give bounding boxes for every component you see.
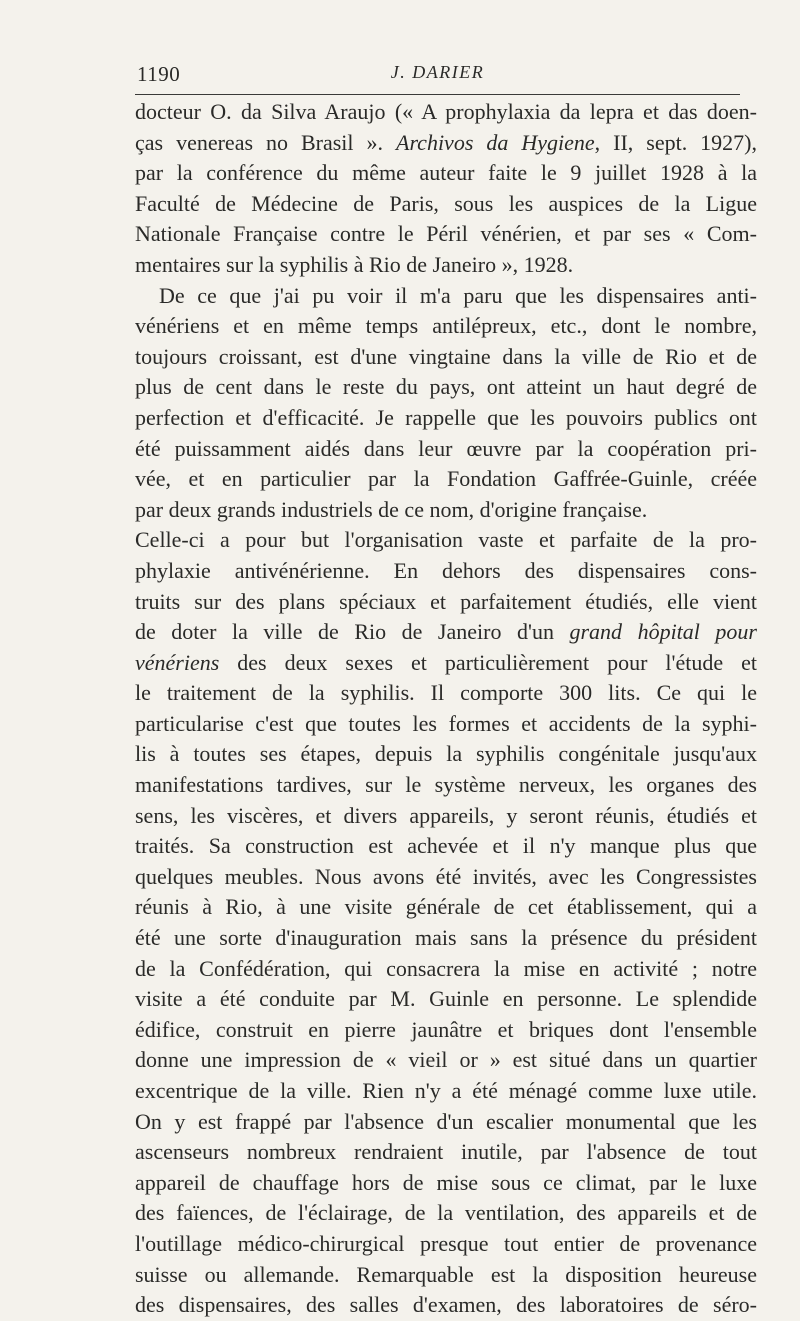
text-line: perfection et d'efficacité. Je rappelle que les pouvoirs publics ont — [135, 404, 757, 430]
text-line: Faculté de Médecine de Paris, sous les auspices de la Ligue — [135, 190, 757, 216]
text-line: mentaires sur la syphilis à Rio de Janeiro », 1928. — [135, 251, 574, 277]
text-line: visite a été conduite par M. Guinle en personne. Le splendide — [135, 986, 757, 1012]
text-line: par la conférence du même auteur faite le 9 juillet 1928 à la — [135, 160, 757, 186]
text-line: On y est frappé par l'absence d'un escalier monumental que les — [135, 1108, 757, 1134]
text-line: plus de cent dans le reste du pays, ont atteint un haut degré de — [135, 374, 757, 400]
text-line: le traitement de la syphilis. Il comporte 300 lits. Ce qui le — [135, 680, 757, 706]
text-line: ascenseurs nombreux rendraient inutile, par l'absence de tout — [135, 1139, 757, 1165]
italic-text: Archivos da Hygiene — [396, 129, 595, 155]
text-line: de la Confédération, qui consacrera la mise en activité ; notre — [135, 955, 757, 981]
text-line: édifice, construit en pierre jaunâtre et briques dont l'ensemble — [135, 1016, 757, 1042]
text-line: donne une impression de « vieil or » est situé dans un quartier — [135, 1047, 757, 1073]
text-line: Nationale Française contre le Péril vénérien, et par ses « Com- — [135, 221, 757, 247]
text-line: quelques meubles. Nous avons été invités, avec les Congressistes — [135, 863, 757, 889]
text-line: vénériens et en même temps antilépreux, etc., dont le nombre, — [135, 313, 757, 339]
text-line: particularise c'est que toutes les formes et accidents de la syphi- — [135, 710, 757, 736]
text-line: été une sorte d'inauguration mais sans la présence du président — [135, 925, 757, 951]
text-line: Celle-ci a pour but l'organisation vaste et parfaite de la pro- — [135, 527, 757, 553]
text-run: des deux sexes et particulièrement pour l'étude et — [219, 649, 757, 675]
text-line: manifestations tardives, sur le système nerveux, les organes des — [135, 772, 757, 798]
text-line — [135, 617, 757, 648]
italic-text: vénériens — [135, 649, 220, 675]
running-head: J. DARIER — [390, 62, 485, 82]
text-line: des dispensaires, des salles d'examen, des laboratoires de séro- — [135, 1292, 757, 1318]
body-text — [135, 97, 757, 1321]
text-line: appareil de chauffage hors de mise sous ce climat, par le luxe — [135, 1169, 757, 1195]
text-line: toujours croissant, est d'une vingtaine dans la ville de Rio et de — [135, 343, 757, 369]
text-line: vée, et en particulier par la Fondation Gaffrée-Guinle, créée — [135, 466, 757, 492]
page-number: 1190 — [137, 62, 181, 86]
header-rule — [135, 94, 740, 95]
text-line: De ce que j'ai pu voir il m'a paru que les dispensaires anti- — [159, 282, 757, 308]
text-run: , II, sept. 1927), — [594, 129, 757, 155]
text-line: été puissamment aidés dans leur œuvre par la coopération pri- — [135, 435, 757, 461]
text-line: lis à toutes ses étapes, depuis la syphilis congénitale jusqu'aux — [135, 741, 757, 767]
text-line — [135, 648, 757, 679]
text-line: des faïences, de l'éclairage, de la ventilation, des appareils et de — [135, 1200, 757, 1226]
italic-text: grand hôpital pour — [569, 619, 757, 645]
text-line: sens, les viscères, et divers appareils, y seront réunis, étudiés et — [135, 802, 757, 828]
text-line: phylaxie antivénérienne. En dehors des dispensaires cons- — [135, 557, 757, 583]
text-line: truits sur des plans spéciaux et parfaitement étudiés, elle vient — [135, 588, 757, 614]
text-line: par deux grands industriels de ce nom, d'origine française. — [135, 496, 648, 522]
text-run: de doter la ville de Rio de Janeiro d'un — [135, 619, 570, 645]
text-line: suisse ou allemande. Remarquable est la disposition heureuse — [135, 1261, 757, 1287]
page-header — [135, 60, 740, 90]
text-line — [135, 128, 757, 159]
text-run: ças venereas no Brasil ». — [135, 129, 396, 155]
text-line: l'outillage médico-chirurgical presque tout entier de provenance — [135, 1230, 757, 1256]
text-line: excentrique de la ville. Rien n'y a été ménagé comme luxe utile. — [135, 1078, 757, 1103]
text-line: docteur O. da Silva Araujo (« A prophylaxia da lepra et das doen- — [135, 99, 757, 124]
text-line: traités. Sa construction est achevée et il n'y manque plus que — [135, 833, 757, 859]
text-line: réunis à Rio, à une visite générale de cet établissement, qui a — [135, 894, 757, 920]
